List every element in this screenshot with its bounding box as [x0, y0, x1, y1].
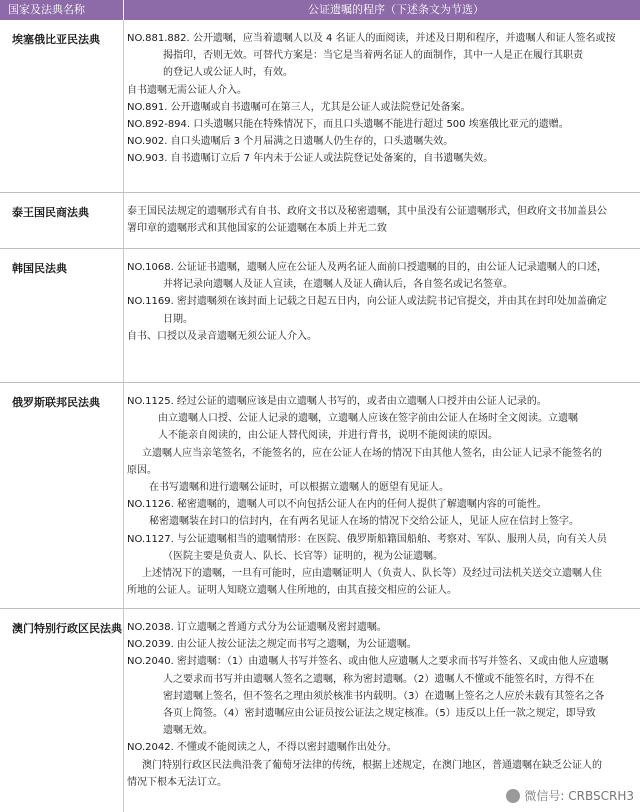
text-line: NO.2042. 不懂或不能阅读之人，不得以密封遗嘱作出处分。 [127, 742, 397, 754]
text-line: 人之要求而书写并由遗嘱人签名之遗嘱，称为密封遗嘱。（2）遗嘱人不懂或不能签名时，方得不在 [163, 673, 595, 685]
text-line: NO.1169. 密封遗嘱须在该封面上记载之日起五日内，向公证人或法院书记官提交，并由其在封印处加盖确定 [127, 296, 607, 308]
column-divider [123, 193, 124, 248]
column-divider [123, 609, 124, 812]
table-row [0, 609, 640, 812]
text-line: 遗嘱无效。 [163, 725, 213, 737]
text-line: 秘密遗嘱装在封口的信封内，在有两名见证人在场的情况下交给公证人，见证人应在信封上签字。 [149, 516, 579, 528]
column-divider [123, 249, 124, 382]
text-line: NO.1126. 秘密遗嘱的，遗嘱人可以不向包括公证人在内的任何人提供了解遗嘱内容的可能性。 [127, 499, 547, 511]
table-header [0, 0, 640, 20]
watermark [506, 787, 634, 804]
text-line: 各页上简签。（4）密封遗嘱应由公证员按公证法之规定核准。（5）违反以上任一款之规定，即导致 [163, 708, 596, 720]
column-divider [123, 383, 124, 608]
text-line: NO.881.882. 公开遗嘱，应当着遗嘱人以及 4 名证人的面阅读，并述及日期和程序，并遗嘱人和证人签名或按 [127, 33, 616, 44]
table-row [0, 193, 640, 249]
law-table [0, 20, 640, 812]
country-code-name: 韩国民法典 [12, 262, 67, 275]
table-row [0, 249, 640, 383]
wechat-icon [506, 789, 520, 803]
country-code-name: 俄罗斯联邦民法典 [12, 396, 100, 409]
text-line: 在书写遗嘱和进行遗嘱公证时，可以根据立遗嘱人的愿望有见证人。 [149, 482, 449, 494]
text-line: NO.903. 自书遗嘱订立后 7 年内未于公证人或法院登记处备案的，自书遗嘱失效。 [127, 153, 494, 165]
text-line: 立遗嘱人应当亲笔签名，不能签名的，应在公证人在场的情况下由其他人签名，由公证人记录不能签名的 [142, 447, 602, 459]
header-country-code: 国家及法典名称 [8, 3, 85, 16]
text-line: 署印章的遗嘱形式和其他国家的公证遗嘱在本质上并无二致 [127, 223, 387, 235]
text-line: NO.1127. 与公证遗嘱相当的遗嘱情形：在医院、俄罗斯船籍国船舶、考察对、军队、服刑人员，向有关人员 [127, 533, 607, 545]
text-line: 由立遗嘱人口授、公证人记录的遗嘱，立遗嘱人应该在签字前由公证人在场时全文阅读。立遗嘱 [158, 413, 578, 425]
text-line: 人不能亲自阅读的，由公证人替代阅读，并进行背书，说明不能阅读的原因。 [158, 430, 498, 442]
text-line: NO.891. 公开遗嘱或自书遗嘱可在第三人，尤其是公证人或法院登记处备案。 [127, 101, 471, 113]
country-code-name: 泰王国民商法典 [12, 206, 89, 219]
text-line: NO.892-894. 口头遗嘱只能在特殊情况下，而且口头遗嘱不能进行超过 500 埃塞俄比亚元的遗赠。 [127, 119, 569, 131]
header-procedure: 公证遗嘱的程序（下述条文为节选） [308, 3, 484, 16]
procedure-text [127, 203, 633, 237]
text-line: 泰王国民法规定的遗嘱形式有自书、政府文书以及秘密遗嘱，其中虽没有公证遗嘱形式，但政府文书加盖县公 [127, 206, 607, 217]
procedure-text [127, 259, 633, 345]
text-line: NO.1068. 公证证书遗嘱，遗嘱人应在公证人及两名证人面前口授遗嘱的目的，由公证人记录遗嘱人的口述， [127, 262, 607, 273]
procedure-text [127, 619, 633, 791]
country-code-name: 埃塞俄比亚民法典 [12, 33, 100, 46]
header-divider [123, 0, 124, 20]
text-line: 自书遗嘱无需公证人介入。 [127, 84, 247, 96]
text-line: NO.1125. 经过公证的遗嘱应该是由立遗嘱人书写的，或者由立遗嘱人口授并由公证人记录的。 [127, 396, 547, 407]
text-line: 并将记录向遗嘱人及证人宣读，在遗嘱人及证人确认后，各自签名或记名签章。 [163, 279, 513, 291]
procedure-text [127, 393, 633, 599]
text-line: NO.2038. 订立遗嘱之普通方式分为公证遗嘱及密封遗嘱。 [127, 622, 387, 633]
country-code-name: 澳门特别行政区民法典 [12, 622, 122, 635]
text-line: 上述情况下的遗嘱，一旦有可能时，应由遗嘱证明人（负责人、队长等）及经过司法机关送交立遗嘱人住 [142, 568, 602, 580]
procedure-text [127, 30, 633, 168]
text-line: （医院主要是负责人、队长、长官等）证明的，视为公证遗嘱。 [163, 550, 443, 562]
text-line: 的登记人或公证人时，有效。 [163, 67, 293, 79]
table-row [0, 20, 640, 193]
text-line: 情况下根本无法订立。 [127, 776, 227, 788]
text-line: 原因。 [127, 464, 157, 476]
text-line: 所地的公证人。证明人知晓立遗嘱人住所地的，由其直接交相应的公证人。 [127, 585, 457, 597]
column-divider [123, 20, 124, 192]
text-line: NO.902. 自口头遗嘱后 3 个月届满之日遗嘱人仍生存的，口头遗嘱失效。 [127, 136, 454, 148]
text-line: NO.2039. 由公证人按公证法之规定而书写之遗嘱，为公证遗嘱。 [127, 639, 417, 651]
watermark-text: 微信号: CRBSCRH3 [524, 789, 634, 803]
text-line: 密封遗嘱上签名，但不签名之理由须於核准书内载明。（3）在遗嘱上签名之人应於未载有其签名之各 [163, 690, 605, 702]
text-line: 澳门特别行政区民法典沿袭了葡萄牙法律的传统，根据上述规定，在澳门地区，普通遗嘱在缺乏公证人的 [142, 759, 602, 771]
text-line: 日期。 [163, 313, 193, 325]
table-row [0, 383, 640, 609]
text-line: 揭指印，否则无效。可替代方案是：当它是当着两名证人的面制作，其中一人是正在履行其职责 [163, 50, 583, 62]
text-line: 自书、口授以及录音遗嘱无须公证人介入。 [127, 330, 317, 342]
text-line: NO.2040. 密封遗嘱：（1）由遗嘱人书写并签名、或由他人应遗嘱人之要求而书写并签名、又或由他人应遗嘱 [127, 656, 609, 668]
